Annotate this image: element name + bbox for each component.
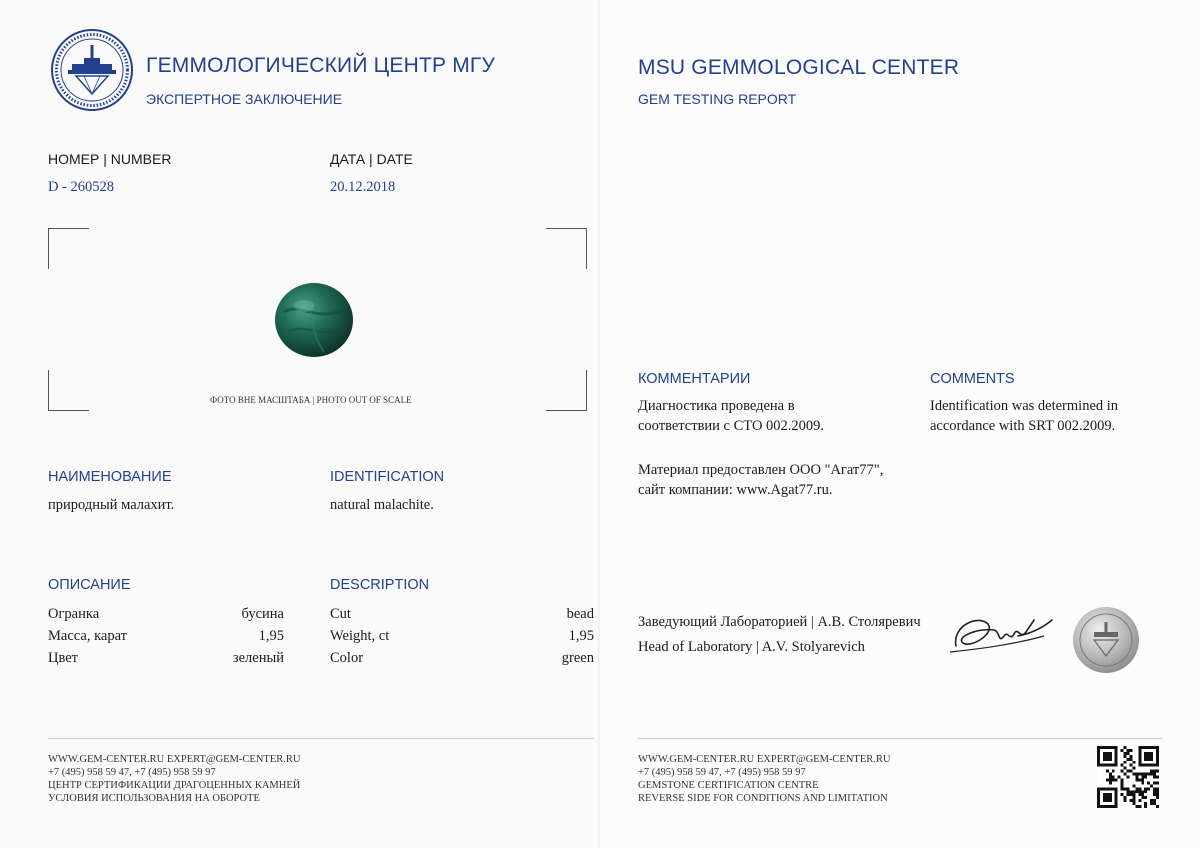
name-en-label: IDENTIFICATION (330, 469, 445, 485)
footer-line-terms: УСЛОВИЯ ИСПОЛЬЗОВАНИЯ НА ОБОРОТЕ (48, 793, 260, 804)
footer-line-phone: +7 (495) 958 59 47, +7 (495) 958 59 97 (48, 767, 216, 778)
photo-caption: ФОТО ВНЕ МАСШТАБА | PHOTO OUT OF SCALE (210, 395, 412, 405)
desc-ru-color-value: зеленый (232, 650, 284, 666)
comments-ru-line-1: Диагностика проведена в (638, 398, 795, 414)
desc-en-label: DESCRIPTION (330, 577, 430, 593)
right-page (600, 0, 1200, 848)
comments-ru-material (638, 460, 883, 500)
comments-en-line-1: Identification was determined in (930, 398, 1119, 414)
signature-icon (948, 606, 1058, 662)
desc-en-color-label: Color (330, 650, 364, 666)
date-value: 20.12.2018 (330, 179, 396, 195)
desc-ru-cut-value: бусина (241, 606, 284, 622)
desc-ru-color-label: Цвет (48, 650, 79, 666)
name-en-value: natural malachite. (330, 497, 434, 513)
photo-frame-corner-tl (48, 228, 89, 269)
right-subtitle: GEM TESTING REPORT (638, 91, 797, 107)
desc-ru-label: ОПИСАНИЕ (48, 577, 131, 593)
desc-en-weight-label: Weight, ct (330, 628, 390, 644)
desc-en-weight-value: 1,95 (568, 628, 594, 644)
footer-line-centre: ЦЕНТР СЕРТИФИКАЦИИ ДРАГОЦЕННЫХ КАМНЕЙ (48, 780, 301, 791)
footer-line-phone: +7 (495) 958 59 47, +7 (495) 958 59 97 (638, 767, 806, 778)
head-of-lab-en: Head of Laboratory | A.V. Stolyarevich (638, 639, 865, 655)
photo-frame-corner-tr (546, 228, 587, 269)
footer-line-web: WWW.GEM-CENTER.RU EXPERT@GEM-CENTER.RU (48, 754, 301, 765)
photo-frame-corner-br (546, 370, 587, 411)
number-value: D - 260528 (48, 179, 115, 195)
desc-ru-weight-value: 1,95 (258, 628, 284, 644)
name-ru-label: НАИМЕНОВАНИЕ (48, 469, 172, 485)
desc-ru-weight-label: Масса, карат (48, 628, 127, 644)
material-line-2: сайт компании: www.Agat77.ru. (638, 482, 833, 498)
desc-en-cut-value: bead (566, 606, 594, 622)
footer-line-centre: GEMSTONE CERTIFICATION CENTRE (638, 780, 819, 791)
right-footer (638, 753, 890, 805)
head-of-lab-ru: Заведующий Лабораторией | А.В. Столяревич (638, 614, 921, 630)
footer-divider (48, 738, 594, 739)
material-line-1: Материал предоставлен ООО "Агат77", (638, 462, 884, 478)
comments-en-label: COMMENTS (930, 371, 1015, 387)
desc-en-color-value: green (561, 650, 594, 666)
footer-line-terms: REVERSE SIDE FOR CONDITIONS AND LIMITATION (638, 793, 888, 804)
photo-frame-corner-bl (48, 370, 89, 411)
footer-divider-right (638, 738, 1162, 739)
hologram-seal-icon (1072, 606, 1140, 674)
qr-code-icon (1097, 746, 1159, 808)
desc-ru-cut-label: Огранка (48, 606, 100, 622)
malachite-bead-photo (274, 282, 354, 358)
comments-ru-label: КОММЕНТАРИИ (638, 371, 751, 387)
number-label: НОМЕР | NUMBER (48, 151, 172, 167)
msu-logo-icon (50, 28, 134, 112)
comments-en-line-2: accordance with SRT 002.2009. (930, 418, 1116, 434)
left-title: ГЕММОЛОГИЧЕСКИЙ ЦЕНТР МГУ (146, 54, 496, 77)
name-ru-value: природный малахит. (48, 497, 175, 513)
right-title: MSU GEMMOLOGICAL CENTER (638, 56, 960, 79)
comments-ru-line-2: соответствии с СТО 002.2009. (638, 418, 825, 434)
desc-en-cut-label: Cut (330, 606, 351, 622)
left-subtitle: ЭКСПЕРТНОЕ ЗАКЛЮЧЕНИЕ (146, 91, 343, 107)
comments-en-text (930, 396, 1118, 436)
footer-line-web: WWW.GEM-CENTER.RU EXPERT@GEM-CENTER.RU (638, 754, 891, 765)
date-label: ДАТА | DATE (330, 151, 413, 167)
comments-ru-text (638, 396, 824, 436)
left-footer (48, 753, 300, 805)
